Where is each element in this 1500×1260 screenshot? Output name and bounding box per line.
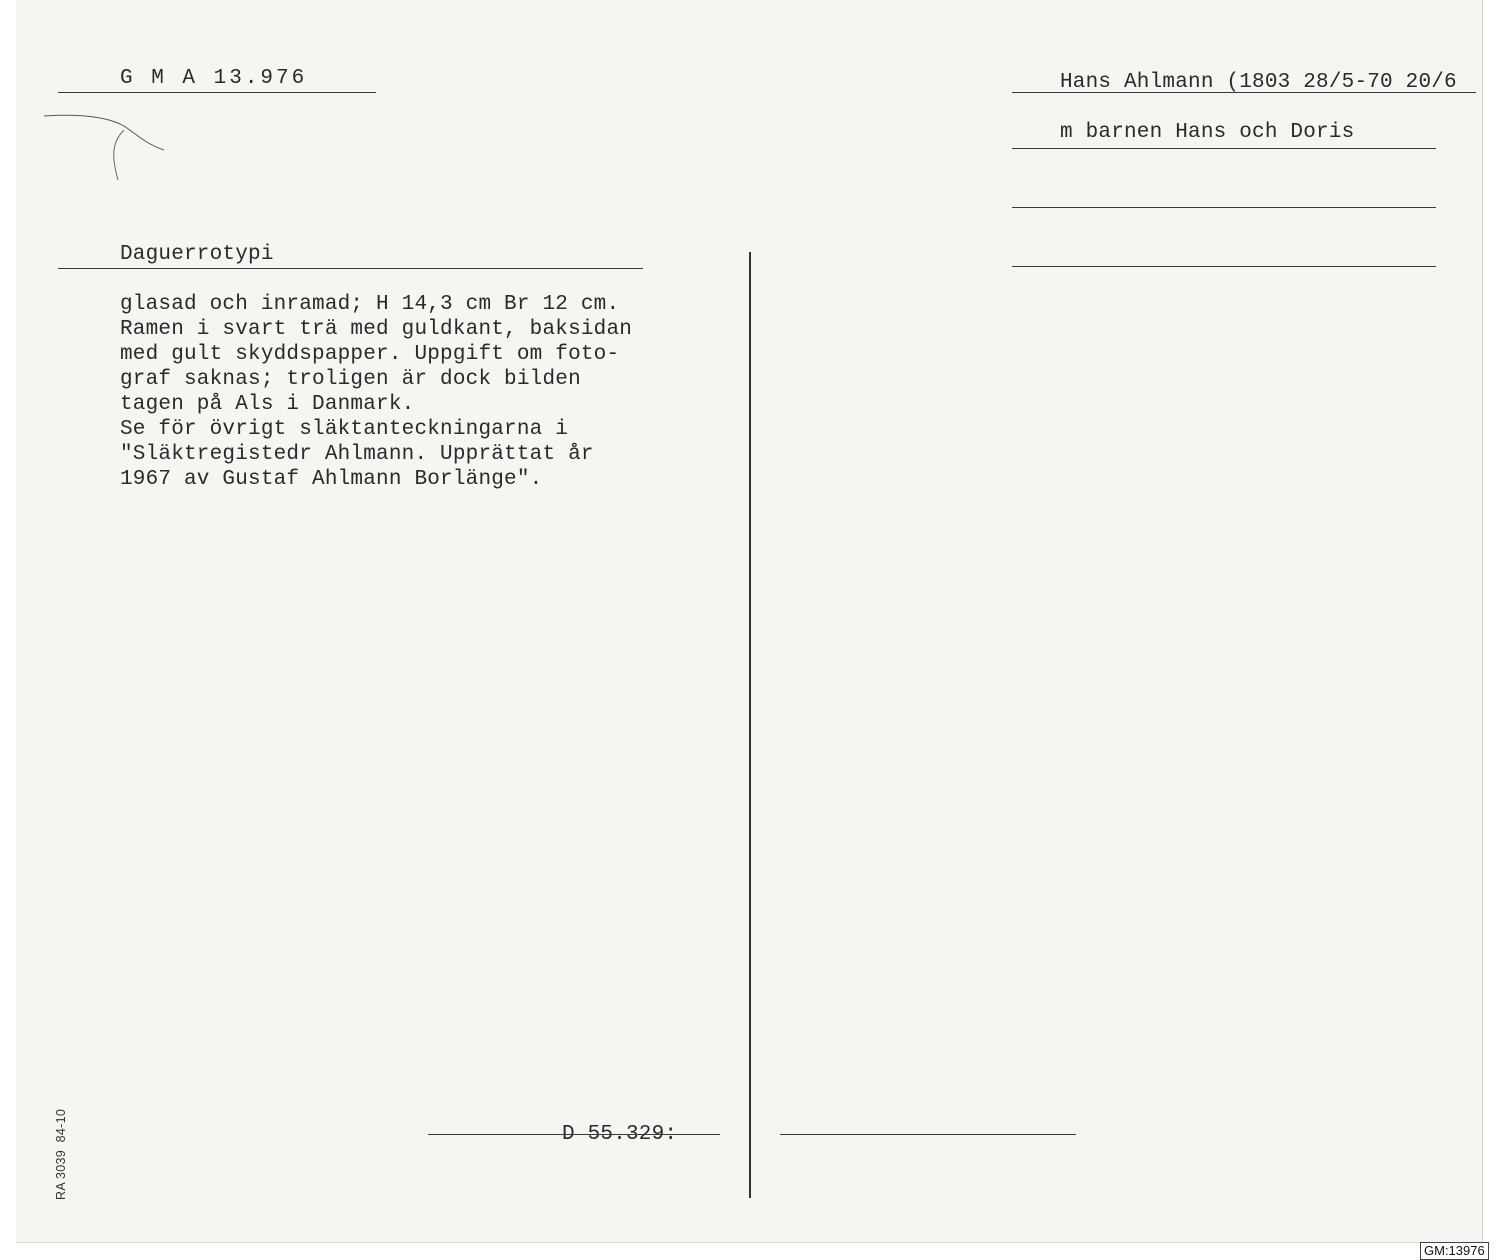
title-rule-1	[1012, 92, 1476, 93]
description-text: glasad och inramad; H 14,3 cm Br 12 cm. Ramen i svart trä med guldkant, baksidan med gult skyddspapper. Uppgift om foto- graf saknas; troligen är dock bilden tagen på Als i Danmark. Se för övrigt släktanteckningarna i "Släktregistedr Ahlmann. Upprättat år 1967 av Gustaf Ahlmann Borlänge".	[120, 293, 633, 491]
print-mark: RA 3039 84-10	[54, 1108, 68, 1200]
technique-rule	[58, 268, 643, 269]
catalog-card	[16, 0, 1483, 1243]
title-rule-2	[1012, 148, 1436, 149]
title-line-2: m barnen Hans och Doris	[1060, 121, 1355, 144]
title-line-1: Hans Ahlmann (1803 28/5-70 20/6	[1060, 71, 1457, 94]
accession-rule	[58, 92, 376, 93]
title-rule-3	[1012, 207, 1436, 208]
scan-id-label: GM:13976	[1420, 1242, 1489, 1260]
inventory-rule-left	[428, 1134, 720, 1135]
inventory-rule-right	[780, 1134, 1076, 1135]
column-divider	[749, 252, 751, 1198]
title-rule-4	[1012, 266, 1436, 267]
inventory-number: D 55.329:	[562, 1123, 678, 1146]
accession-number: G M A 13.976	[120, 67, 308, 90]
technique-label: Daguerrotypi	[120, 243, 274, 266]
pencil-mark	[36, 110, 176, 190]
